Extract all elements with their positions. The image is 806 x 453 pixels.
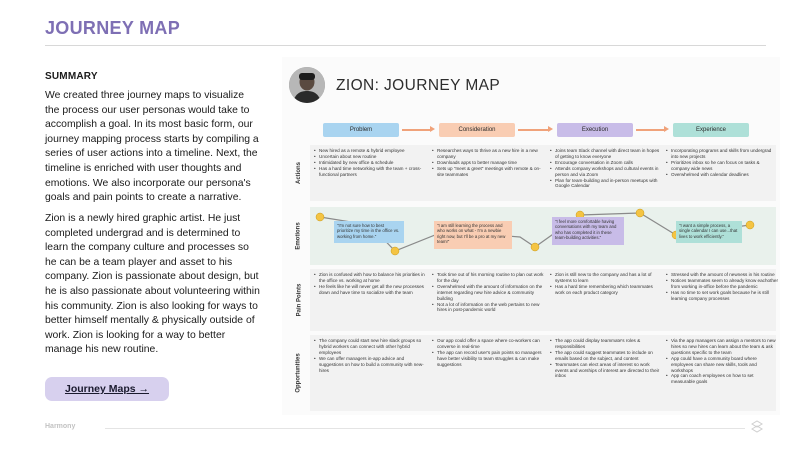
summary-heading: SUMMARY bbox=[45, 71, 98, 82]
emotion-note-execution: "I feel more comfortable having conversations with my team and who has completed it in these team-building activities." bbox=[552, 217, 624, 245]
actions-cell-problem: • New hired as a remote & hybrid employee • Uncertain about new routine • Intimidated by new office & schedule • Has a hard time networking with the team + cross-functional partners bbox=[314, 148, 426, 178]
pain-cell-problem: • Zion is confused with how to balance his priorities in the office vs. working at home • He feels like he will never get all the new processes down and have time to socialize with the team bbox=[314, 272, 426, 296]
row-label-actions: Actions bbox=[296, 161, 303, 185]
journey-map-title: ZION: JOURNEY MAP bbox=[336, 77, 501, 94]
stage-row bbox=[318, 123, 776, 137]
emotion-note-consideration: "I am still learning the process and who works on what - I'm a newbie right now, but I'll be a pro at my new team!" bbox=[434, 221, 512, 249]
person-photo-icon bbox=[289, 67, 325, 103]
opportunity-cell-consideration: • Our app could offer a space where co-workers can converse in real-time • The app can record user's pain points so managers have better visibility to team struggles & can make suggestions bbox=[432, 338, 544, 368]
journey-map-image bbox=[282, 57, 780, 415]
row-label-pain-points: Pain Points bbox=[296, 283, 303, 317]
opportunity-cell-execution: • The app could display teammate's roles & responsibilities • The app could suggest teammates to include on emails based on the subject, and content • Teammates can elect areas of interest so work events and worships of interest are directed to their inbox bbox=[550, 338, 662, 379]
actions-cell-experience: • Incorporating programs and skills from undergrad into new projects • Prioritizes inbox so he can focus on tasks & company wide news • Overwhelmed with calendar deadlines bbox=[666, 148, 778, 178]
emotion-note-problem: "I'm not sure how to best prioritize my time in the office vs. working from home." bbox=[334, 221, 404, 243]
arrow-icon bbox=[518, 129, 550, 131]
arrow-icon bbox=[402, 129, 432, 131]
persona-avatar bbox=[289, 67, 325, 103]
page-title: JOURNEY MAP bbox=[45, 18, 180, 38]
opportunity-cell-experience: • Via the app managers can assign a mentors to new hires so new hires can learn about the team & ask questions specific to the team • App could have a community board where employees can share new skills, tools and workshops • App can coach employees on how to set measurable goals bbox=[666, 338, 778, 385]
footer-divider bbox=[105, 428, 745, 429]
row-label-emotions: Emotions bbox=[296, 222, 302, 250]
opportunity-cell-problem: • The company could start new hire slack groups so hybrid workers can connect with other hybrid employees • We can offer managers in-app advice and suggestions on how to build a community with new-hires bbox=[314, 338, 426, 373]
pain-cell-execution: • Zion is still new to the company and has a lot of systems to learn • Has a hard time remembering which teammates work on each product category bbox=[550, 272, 662, 296]
pain-cell-experience: • Stressed with the amount of newness in his routine • Notices teammates seem to already know eachother from working in-office before the pandemic • Has no time to set work goals because he is still learning company processes bbox=[666, 272, 778, 302]
journey-maps-button-label: Journey Maps → bbox=[64, 383, 150, 395]
stage-problem: Problem bbox=[323, 123, 399, 137]
pain-cell-consideration: • Took time out of his morning routine to plan out work for the day • Overwhelmed with the amount of information on the internet regarding new hire advice & community building • Not a lot of information on the web pertains to new hires in post-pandemic world bbox=[432, 272, 544, 313]
actions-cell-consideration: • Researches ways to thrive as a new hire in a new company • Downloads apps to better manage time • Sets up "meet & greet" meetings with remote & on-site teammates bbox=[432, 148, 544, 178]
footer-brand: Harmony bbox=[45, 423, 76, 430]
brand-logo-icon bbox=[750, 420, 764, 434]
row-label-opportunities: Opportunities bbox=[296, 353, 302, 393]
journey-maps-button[interactable] bbox=[45, 377, 169, 401]
arrow-icon bbox=[636, 129, 666, 131]
stage-consideration: Consideration bbox=[439, 123, 515, 137]
summary-paragraph-persona: Zion is a newly hired graphic artist. He just completed undergrad and is determined to learn the company culture and processes so he can be a team player and asset to his company. Zion is passionate about design, but he is also passionate about volunteering within his community. Zion is also looking for ways to better himself mentally & physically outside of work. Zion is looking for a way to better manage his new routine. bbox=[45, 213, 260, 356]
actions-cell-execution: • Joins team Slack channel with direct team in hopes of getting to know everyone • Encourage conversation in Zoom calls • Attends company workshops and cultural events in person and via Zoom • Plan for team-building and in-person meetups with Google Calendar bbox=[550, 148, 662, 189]
emotion-note-experience: "I want a simple process, a single calendar I can use...that lives to work efficiently." bbox=[676, 221, 742, 243]
stage-execution: Execution bbox=[557, 123, 633, 137]
summary-paragraph-process: We created three journey maps to visualize the process our user personas would take to accomplish a goal. In its most basic form, our journey mapping process starts by compiling a series of user actions into a timeline. Next, the timeline is enriched with user thoughts and emotions. We also incorporate our persona's goals and pain points to create a narrative. bbox=[45, 90, 259, 204]
stage-experience: Experience bbox=[673, 123, 749, 137]
title-divider bbox=[45, 45, 766, 46]
